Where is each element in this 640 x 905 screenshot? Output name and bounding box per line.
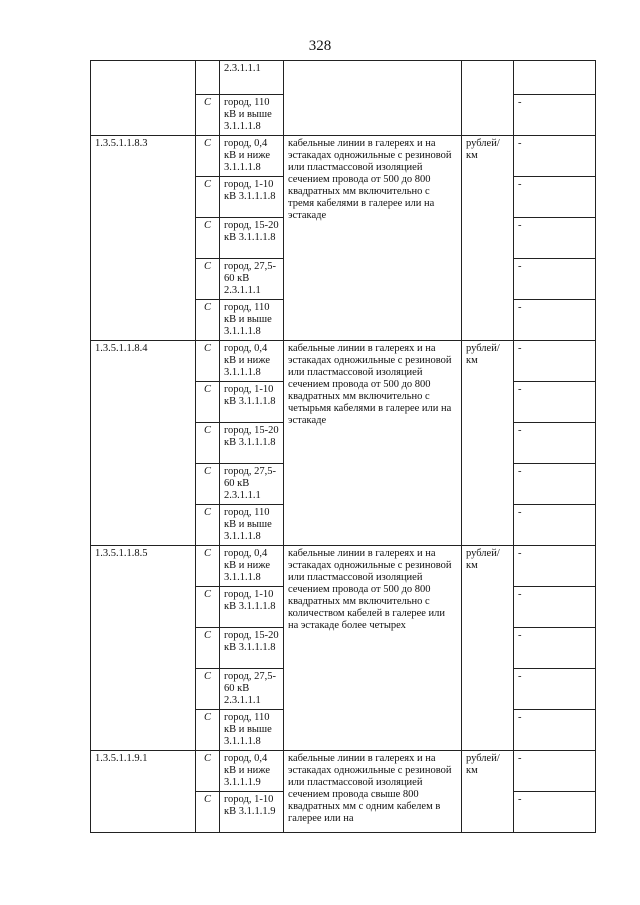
tariff-table-body xyxy=(91,61,596,833)
row-value: - xyxy=(514,341,596,382)
row-location: город, 27,5-60 кВ 2.3.1.1.1 xyxy=(220,259,284,300)
row-value: - xyxy=(514,628,596,669)
row-description: кабельные линии в галереях и на эстакадах одножильные с резиновой или пластмассовой изоляцией сечением провода от 500 до 800 квадратных мм включительно с тремя кабелями в галерее или на эстакаде xyxy=(284,136,462,341)
row-category: C xyxy=(196,464,220,505)
row-value: - xyxy=(514,792,596,833)
row-category: C xyxy=(196,669,220,710)
row-unit: рублей/ км xyxy=(462,751,514,833)
table-row xyxy=(91,751,596,792)
row-location: город, 0,4 кВ и ниже 3.1.1.1.8 xyxy=(220,546,284,587)
row-category: C xyxy=(196,505,220,546)
row-description: кабельные линии в галереях и на эстакадах одножильные с резиновой или пластмассовой изоляцией сечением провода от 500 до 800 квадратных мм включительно с количеством кабелей в галерее или на эстакаде более четырех xyxy=(284,546,462,751)
row-category: C xyxy=(196,259,220,300)
row-unit: рублей/ км xyxy=(462,136,514,341)
row-category: C xyxy=(196,751,220,792)
row-location: город, 27,5-60 кВ 2.3.1.1.1 xyxy=(220,464,284,505)
row-value: - xyxy=(514,546,596,587)
row-category: C xyxy=(196,792,220,833)
row-category: C xyxy=(196,628,220,669)
row-category: C xyxy=(196,587,220,628)
row-location: город, 1-10 кВ 3.1.1.1.8 xyxy=(220,382,284,423)
row-location: город, 110 кВ и выше 3.1.1.1.8 xyxy=(220,710,284,751)
row-value: - xyxy=(514,382,596,423)
row-location: город, 110 кВ и выше 3.1.1.1.8 xyxy=(220,300,284,341)
row-location: 2.3.1.1.1 xyxy=(220,61,284,95)
row-value: - xyxy=(514,177,596,218)
row-value: - xyxy=(514,423,596,464)
row-value xyxy=(514,61,596,95)
row-category: C xyxy=(196,300,220,341)
row-category: C xyxy=(196,382,220,423)
row-value: - xyxy=(514,751,596,792)
row-value: - xyxy=(514,587,596,628)
row-category xyxy=(196,61,220,95)
row-location: город, 0,4 кВ и ниже 3.1.1.1.9 xyxy=(220,751,284,792)
table-row xyxy=(91,546,596,587)
row-code: 1.3.5.1.1.9.1 xyxy=(91,751,196,833)
row-code: 1.3.5.1.1.8.4 xyxy=(91,341,196,546)
row-category: C xyxy=(196,341,220,382)
table-row xyxy=(91,341,596,382)
row-unit: рублей/ км xyxy=(462,341,514,546)
row-description: кабельные линии в галереях и на эстакадах одножильные с резиновой или пластмассовой изоляцией сечением провода свыше 800 квадратных мм с одним кабелем в галерее или на xyxy=(284,751,462,833)
row-category: C xyxy=(196,177,220,218)
table-row xyxy=(91,61,596,95)
row-value: - xyxy=(514,95,596,136)
row-location: город, 1-10 кВ 3.1.1.1.8 xyxy=(220,587,284,628)
row-unit xyxy=(462,61,514,136)
row-value: - xyxy=(514,669,596,710)
row-value: - xyxy=(514,218,596,259)
row-location: город, 15-20 кВ 3.1.1.1.8 xyxy=(220,218,284,259)
row-description: кабельные линии в галереях и на эстакадах одножильные с резиновой или пластмассовой изоляцией сечением провода от 500 до 800 квадратных мм включительно с четырьмя кабелями в галерее или на эстакаде xyxy=(284,341,462,546)
row-value: - xyxy=(514,505,596,546)
page-number: 328 xyxy=(308,38,332,54)
row-category: C xyxy=(196,218,220,259)
row-category: C xyxy=(196,136,220,177)
row-value: - xyxy=(514,464,596,505)
row-location: город, 1-10 кВ 3.1.1.1.9 xyxy=(220,792,284,833)
row-location: город, 0,4 кВ и ниже 3.1.1.1.8 xyxy=(220,341,284,382)
row-location: город, 27,5-60 кВ 2.3.1.1.1 xyxy=(220,669,284,710)
row-location: город, 15-20 кВ 3.1.1.1.8 xyxy=(220,628,284,669)
row-description xyxy=(284,61,462,136)
row-location: город, 0,4 кВ и ниже 3.1.1.1.8 xyxy=(220,136,284,177)
table-row xyxy=(91,136,596,177)
row-location: город, 1-10 кВ 3.1.1.1.8 xyxy=(220,177,284,218)
row-location: город, 110 кВ и выше 3.1.1.1.8 xyxy=(220,505,284,546)
tariff-table xyxy=(90,60,596,833)
row-code: 1.3.5.1.1.8.3 xyxy=(91,136,196,341)
row-code: 1.3.5.1.1.8.5 xyxy=(91,546,196,751)
row-category: C xyxy=(196,423,220,464)
row-category: C xyxy=(196,710,220,751)
row-value: - xyxy=(514,300,596,341)
row-category: C xyxy=(196,546,220,587)
row-unit: рублей/ км xyxy=(462,546,514,751)
row-location: город, 15-20 кВ 3.1.1.1.8 xyxy=(220,423,284,464)
row-category: C xyxy=(196,95,220,136)
row-location: город, 110 кВ и выше 3.1.1.1.8 xyxy=(220,95,284,136)
row-code xyxy=(91,61,196,136)
row-value: - xyxy=(514,136,596,177)
row-value: - xyxy=(514,710,596,751)
row-value: - xyxy=(514,259,596,300)
